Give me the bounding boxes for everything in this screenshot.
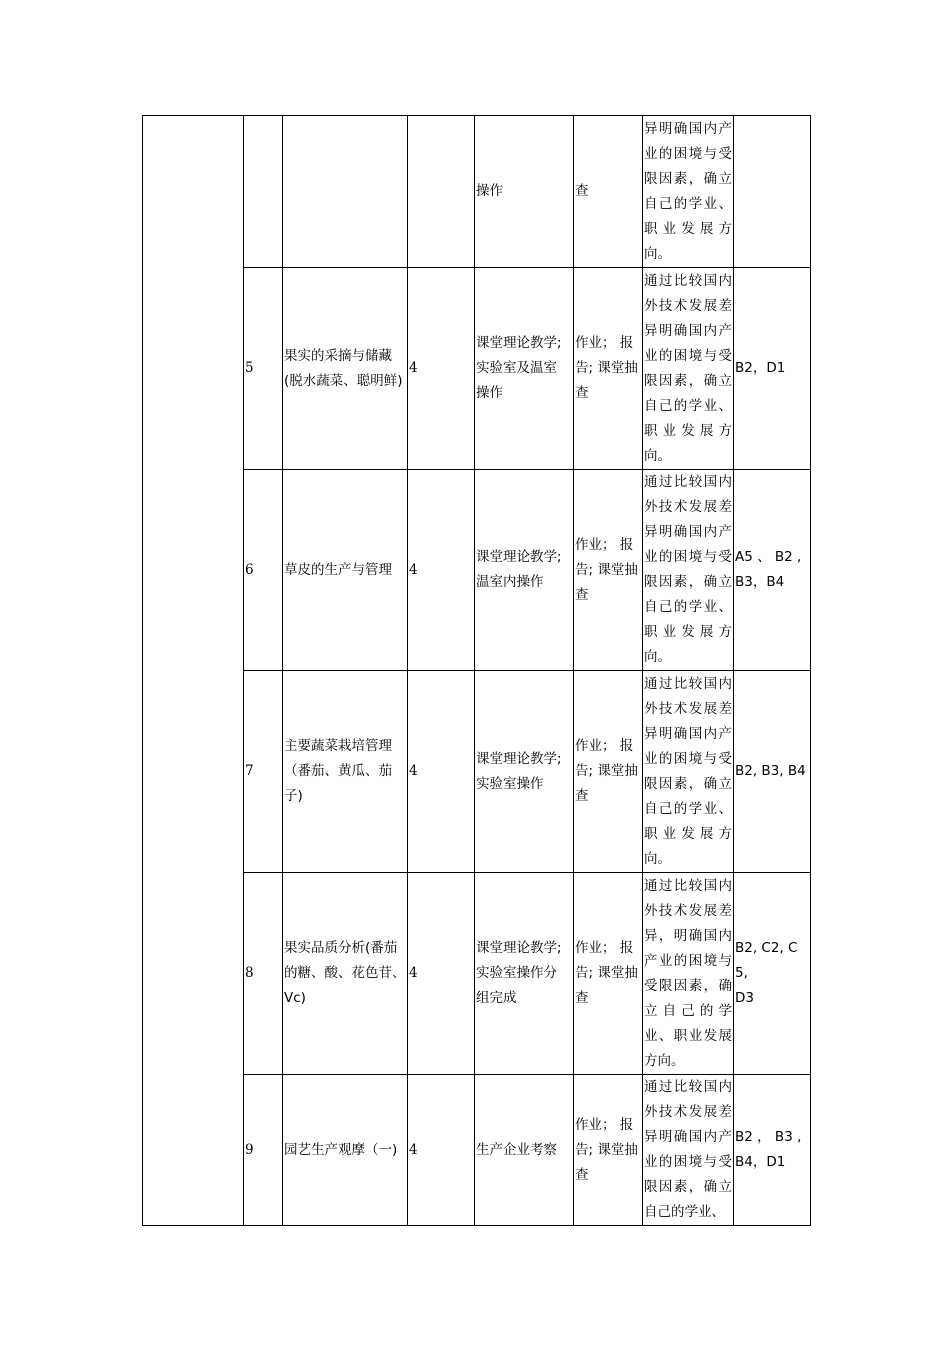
indicators (734, 268, 811, 470)
category-cell (143, 116, 244, 1226)
goal-line: 向。 (644, 245, 671, 262)
assessment-line: 查 (575, 586, 589, 603)
name-line: (脱水蔬菜、聪明鲜) (284, 372, 403, 389)
method-line: 课堂理论教学; (476, 750, 562, 767)
row-number: 7 (244, 671, 283, 873)
hours: 4 (408, 873, 475, 1075)
table-row (143, 268, 811, 470)
assessment-line: 查 (575, 1166, 589, 1183)
goal-line: 向。 (644, 447, 671, 464)
name-line: 的糖、酸、花色苷、 (284, 965, 406, 981)
hours: 4 (408, 268, 475, 470)
method-line: 课堂理论教学; (476, 335, 562, 351)
assessment-line: 作业； 报 (575, 1116, 634, 1133)
goal-line: 限因素，确立 (644, 1179, 732, 1195)
goal-line: 通过比较国内 (644, 474, 732, 490)
experiment-name (283, 470, 408, 671)
table-row (143, 470, 811, 671)
goal-line: 异明确国内产 (644, 120, 732, 137)
indicators (734, 1075, 811, 1226)
goal-line: 异明确国内产 (644, 322, 732, 339)
row-number: 8 (244, 873, 283, 1075)
indicator-line: B2，D1 (735, 360, 786, 376)
indicator-line: B3，B4 (735, 574, 785, 590)
row-number (244, 116, 283, 268)
goal-line: 业的困境与受 (644, 145, 732, 162)
teaching-method (475, 470, 574, 671)
assessment (574, 873, 643, 1075)
name-line: （番茄、黄瓜、茄子) (284, 763, 392, 804)
goal-line: 通过比较国内 (644, 675, 732, 692)
goal-line: 受限因素，确 (644, 977, 732, 994)
goal-line: 限因素，确立 (644, 574, 732, 590)
teaching-method (475, 268, 574, 470)
assessment-line: 作业； 报 (575, 536, 634, 553)
goal-line: 职 业 发 展 方 (644, 422, 732, 439)
learning-goal (643, 671, 734, 873)
goal-line: 异明确国内产 (644, 524, 732, 540)
goal-line: 外技术发展差 (644, 1104, 732, 1120)
assessment-line: 作业； 报 (575, 335, 634, 351)
assessment-line: 查 (575, 788, 589, 804)
goal-line: 业的困境与受 (644, 549, 732, 565)
assessment-line: 告; 课堂抽 (575, 360, 638, 376)
assessment (574, 1075, 643, 1226)
goal-line: 限因素，确立 (644, 372, 732, 389)
indicator-line: B4，D1 (735, 1154, 786, 1170)
method-line: 实验室操作分 (476, 965, 557, 981)
goal-line: 外技术发展差 (644, 499, 732, 515)
assessment-line: 作业； 报 (575, 940, 634, 956)
teaching-method (475, 116, 574, 268)
goal-line: 方向。 (644, 1052, 685, 1069)
row-number: 6 (244, 470, 283, 671)
assessment (574, 470, 643, 671)
goal-line: 职 业 发 展 方 (644, 220, 732, 237)
goal-line: 产业的困境与 (644, 952, 732, 969)
indicator-line: D3 (735, 990, 754, 1006)
assessment-line: 查 (575, 385, 589, 401)
name-line: 主要蔬菜栽培管理 (284, 738, 392, 754)
indicator-line: B2 ， B3 , (735, 1129, 802, 1145)
row-number: 5 (244, 268, 283, 470)
name-line: 果实品质分析(番茄 (284, 940, 398, 956)
assessment-line: 告; 课堂抽 (575, 1141, 638, 1158)
table-row (143, 116, 811, 268)
goal-line: 业的困境与受 (644, 347, 732, 364)
assessment-line: 告; 课堂抽 (575, 965, 638, 981)
goal-line: 外技术发展差 (644, 297, 732, 314)
method-line: 操作 (476, 385, 503, 401)
indicator-line: B2, B3, B4 (735, 763, 806, 779)
goal-line: 通过比较国内 (644, 272, 732, 289)
assessment-line: 告; 课堂抽 (575, 763, 638, 779)
goal-line: 业、职业发展 (644, 1027, 732, 1044)
goal-line: 外技术发展差 (644, 700, 732, 717)
learning-goal (643, 1075, 734, 1226)
assessment-line: 查 (575, 990, 589, 1006)
experiment-name (283, 1075, 408, 1226)
indicators (734, 470, 811, 671)
goal-line: 限因素，确立 (644, 775, 732, 792)
goal-line: 自己的学业、 (644, 397, 732, 414)
goal-line: 向。 (644, 649, 671, 665)
name-line: 草皮的生产与管理 (284, 561, 392, 578)
learning-goal (643, 873, 734, 1075)
assessment (574, 116, 643, 268)
goal-line: 职 业 发 展 方 (644, 624, 732, 640)
indicator-line: B2, C2, C5, (735, 940, 798, 981)
goal-line: 业的困境与受 (644, 750, 732, 767)
goal-line: 异，明确国内 (644, 927, 732, 944)
assessment (574, 268, 643, 470)
goal-line: 自己的学业、 (644, 599, 732, 615)
goal-line: 异明确国内产 (644, 725, 732, 742)
indicators (734, 116, 811, 268)
hours (408, 116, 475, 268)
method-line: 实验室及温室 (476, 360, 557, 376)
goal-line: 自己的学业、 (644, 1204, 725, 1220)
indicator-line: A5 、 B2 , (735, 549, 802, 565)
assessment-line: 查 (575, 183, 589, 199)
indicators (734, 873, 811, 1075)
method-line: 实验室操作 (476, 775, 544, 792)
goal-line: 业的困境与受 (644, 1154, 732, 1170)
goal-line: 立 自 己 的 学 (644, 1002, 732, 1019)
learning-goal (643, 268, 734, 470)
goal-line: 向。 (644, 850, 671, 867)
goal-line: 自己的学业、 (644, 800, 732, 817)
goal-line: 通过比较国内 (644, 1079, 732, 1095)
method-line: 温室内操作 (476, 574, 544, 590)
goal-line: 异明确国内产 (644, 1129, 732, 1145)
goal-line: 限因素，确立 (644, 170, 732, 187)
goal-line: 通过比较国内 (644, 877, 732, 894)
method-line: 生产企业考察 (476, 1141, 557, 1158)
experiment-name (283, 873, 408, 1075)
table-row (143, 1075, 811, 1226)
teaching-method (475, 1075, 574, 1226)
name-line: 园艺生产观摩（一) (284, 1141, 398, 1158)
assessment-line: 告; 课堂抽 (575, 561, 638, 578)
teaching-method (475, 873, 574, 1075)
hours: 4 (408, 470, 475, 671)
table-row (143, 671, 811, 873)
assessment-line: 作业； 报 (575, 738, 634, 754)
learning-goal (643, 116, 734, 268)
hours: 4 (408, 1075, 475, 1226)
goal-line: 职 业 发 展 方 (644, 825, 732, 842)
assessment (574, 671, 643, 873)
name-line: Vc) (284, 990, 306, 1006)
indicators (734, 671, 811, 873)
hours: 4 (408, 671, 475, 873)
experiment-name (283, 116, 408, 268)
name-line: 果实的采摘与储藏 (284, 347, 392, 364)
table-body (143, 116, 811, 1226)
experiment-name (283, 268, 408, 470)
experiment-name (283, 671, 408, 873)
method-line: 课堂理论教学; (476, 549, 562, 565)
method-line: 操作 (476, 183, 503, 199)
table-row (143, 873, 811, 1075)
learning-goal (643, 470, 734, 671)
goal-line: 外技术发展差 (644, 902, 732, 919)
course-schedule-table (142, 115, 811, 1226)
method-line: 组完成 (476, 990, 517, 1006)
row-number: 9 (244, 1075, 283, 1226)
goal-line: 自己的学业、 (644, 195, 732, 212)
teaching-method (475, 671, 574, 873)
method-line: 课堂理论教学; (476, 940, 562, 956)
